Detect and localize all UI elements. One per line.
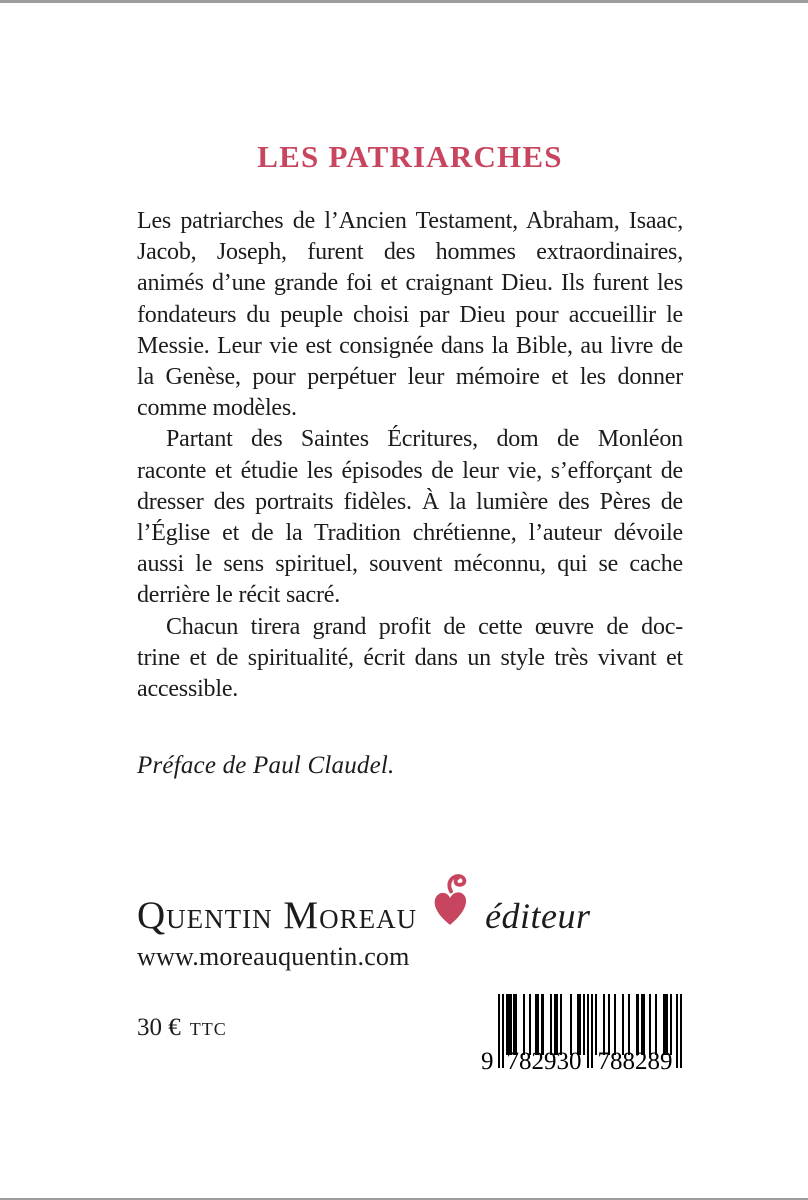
text-line: Chacun tirera grand profit de cette œuvre de doc- xyxy=(166,613,683,640)
barcode-bar xyxy=(523,994,525,1055)
text-line: aussi le sens spirituel, souvent méconnu, qui se cache xyxy=(137,551,683,578)
text-line: trine et de spiritualité, écrit dans un style très vivant et xyxy=(137,644,683,671)
barcode-bar xyxy=(577,994,581,1055)
barcode-bar xyxy=(570,994,572,1055)
barcode-bar xyxy=(614,994,616,1055)
barcode-bar xyxy=(636,994,640,1055)
barcode-bar xyxy=(506,994,512,1055)
heart-with-flourish-icon xyxy=(430,872,472,933)
barcode-bar xyxy=(583,994,585,1055)
publisher-name: Quentin Moreau xyxy=(137,894,418,937)
barcode-bar xyxy=(587,994,589,1068)
barcode-bar xyxy=(550,994,552,1055)
barcode-bar xyxy=(560,994,562,1055)
publisher-line xyxy=(137,872,591,937)
barcode-bar xyxy=(663,994,669,1055)
barcode-bar xyxy=(554,994,558,1055)
barcode-bar xyxy=(591,994,593,1068)
text-line: derrière le récit sacré. xyxy=(137,582,341,609)
text-line: Partant des Saintes Écritures, dom de Monléon xyxy=(166,426,683,453)
text-line: Jacob, Joseph, furent des hommes extraordinaires, xyxy=(137,239,683,266)
text-line: dresser des portraits fidèles. À la lumière des Pères de xyxy=(137,488,683,515)
text-line: accessible. xyxy=(137,676,239,703)
barcode-bar xyxy=(498,994,500,1068)
page-edge-top xyxy=(0,0,808,3)
barcode-digit-first: 9 xyxy=(481,1048,494,1075)
price-tax-label: ttc xyxy=(189,1014,227,1041)
barcode-bar xyxy=(670,994,672,1055)
book-title: LES PATRIARCHES xyxy=(257,139,563,174)
barcode-bar xyxy=(680,994,682,1068)
barcode-digits-right: 788289 xyxy=(597,1048,673,1075)
barcode-digits-left: 782930 xyxy=(506,1048,582,1075)
barcode-bar xyxy=(529,994,531,1055)
text-line: fondateurs du peuple choisi par Dieu pour accueillir le xyxy=(137,301,683,328)
barcode-bar xyxy=(513,994,517,1055)
description-text xyxy=(137,206,683,705)
barcode-bar xyxy=(595,994,597,1055)
text-line: Messie. Leur vie est consignée dans la Bible, au livre de xyxy=(137,332,683,359)
barcode-bar xyxy=(622,994,624,1055)
barcode xyxy=(481,994,685,1084)
barcode-bar xyxy=(628,994,630,1055)
text-line: raconte et étudie les épisodes de leur vie, s’efforçant de xyxy=(137,457,683,484)
barcode-bar xyxy=(641,994,645,1055)
barcode-bar xyxy=(655,994,657,1055)
barcode-bar xyxy=(541,994,545,1055)
preface-note: Préface de Paul Claudel. xyxy=(137,752,395,779)
barcode-bar xyxy=(676,994,678,1068)
price-amount: 30 € xyxy=(137,1014,181,1041)
barcode-bar xyxy=(535,994,539,1055)
barcode-bar xyxy=(649,994,651,1055)
text-line: Les patriarches de l’Ancien Testament, Abraham, Isaac, xyxy=(137,208,683,234)
publisher-role: éditeur xyxy=(485,896,591,936)
text-line: comme modèles. xyxy=(137,395,297,422)
text-line: animés d’une grande foi et craignant Dieu. Ils furent les xyxy=(137,270,683,297)
text-line: l’Église et de la Tradition chrétienne, l’auteur dévoile xyxy=(137,520,683,547)
barcode-bar xyxy=(603,994,605,1055)
barcode-bar xyxy=(608,994,610,1055)
text-line: la Genèse, pour perpétuer leur mémoire et les donner xyxy=(137,364,683,391)
website-url: www.moreauquentin.com xyxy=(137,942,410,971)
price xyxy=(137,1014,227,1042)
